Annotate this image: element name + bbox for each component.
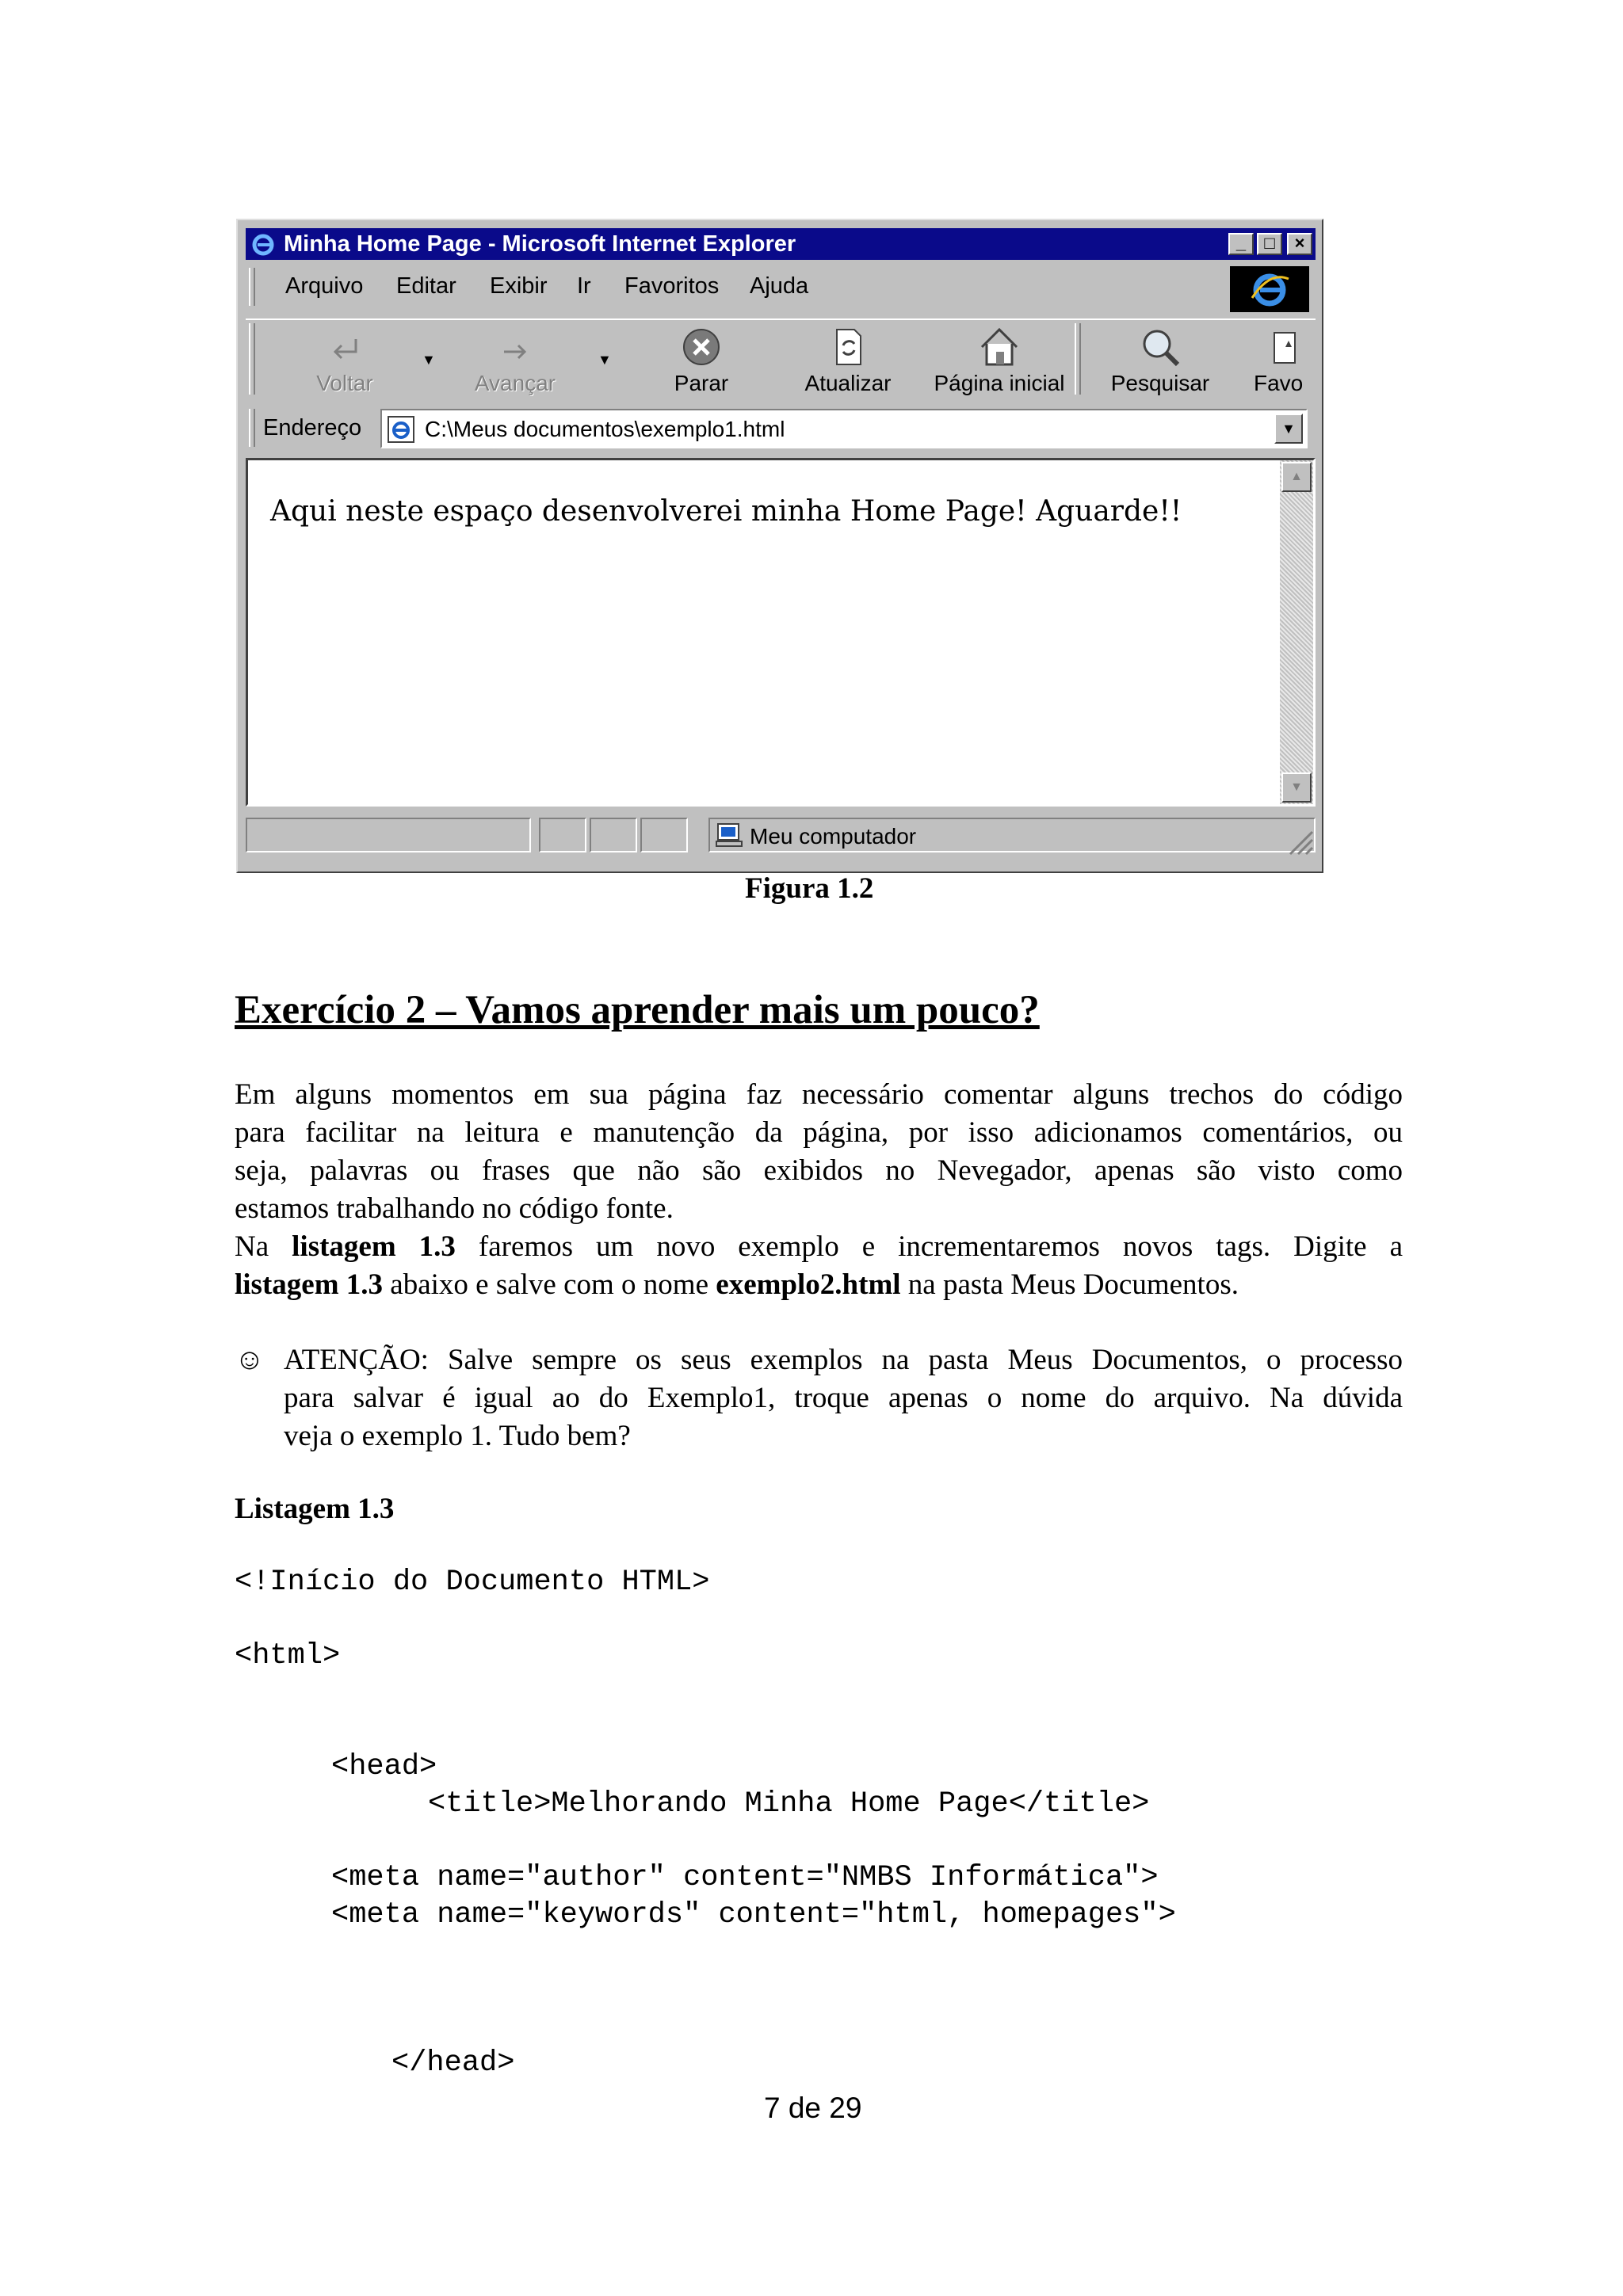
standard-toolbar xyxy=(246,318,1316,399)
status-pane-4 xyxy=(640,818,688,852)
paragraph-1-line: Em alguns momentos em sua página faz necessário comentar alguns trechos do código xyxy=(235,1078,1403,1111)
menu-editar[interactable]: Editar xyxy=(396,273,456,299)
paragraph-1-line: estamos trabalhando no código fonte. xyxy=(235,1192,674,1225)
bold-text: listagem 1.3 xyxy=(235,1268,384,1301)
page-text: Aqui neste espaço desenvolverei minha Home Page! Aguarde!! xyxy=(270,495,1182,528)
status-zone-text: Meu computador xyxy=(750,824,917,849)
menu-bar xyxy=(246,263,1316,311)
paragraph-2-line-1 xyxy=(235,1228,1403,1266)
menu-ajuda[interactable]: Ajuda xyxy=(750,273,809,299)
browser-window xyxy=(236,219,1323,873)
forward-button[interactable] xyxy=(460,325,571,396)
code-line: <meta name="author" content="NMBS Informática"> xyxy=(331,1861,1159,1894)
close-button[interactable]: × xyxy=(1287,233,1312,255)
forward-label: Avançar xyxy=(474,371,556,395)
address-grip[interactable] xyxy=(249,409,255,447)
refresh-icon xyxy=(826,325,870,369)
computer-icon xyxy=(715,821,743,849)
code-line: <html> xyxy=(235,1639,341,1672)
favorites-button[interactable] xyxy=(1249,325,1316,396)
address-input[interactable] xyxy=(380,409,1308,448)
resize-grip-icon[interactable] xyxy=(1285,827,1314,856)
back-label: Voltar xyxy=(316,371,373,395)
title-bar xyxy=(246,228,1316,260)
home-button[interactable] xyxy=(924,325,1075,396)
paragraph-2 xyxy=(235,1228,1403,1304)
note-line: veja o exemplo 1. Tudo bem? xyxy=(284,1420,631,1452)
bold-text: listagem 1.3 xyxy=(292,1230,456,1263)
text: abaixo e salve com o nome xyxy=(383,1268,716,1301)
window-title: Minha Home Page - Microsoft Internet Explorer xyxy=(284,231,796,257)
listing-label: Listagem 1.3 xyxy=(235,1493,395,1525)
forward-dropdown-icon[interactable]: ▼ xyxy=(598,352,612,368)
address-label: Endereço xyxy=(263,415,362,441)
code-line: <title>Melhorando Minha Home Page</title> xyxy=(428,1787,1150,1821)
status-bar xyxy=(246,813,1316,859)
ie-logo-icon xyxy=(250,231,276,257)
paragraph-1-line: para facilitar na leitura e manutenção da página, por isso adicionamos comentários, ou xyxy=(235,1116,1403,1149)
bold-text: exemplo2.html xyxy=(716,1268,901,1301)
page-number: 7 de 29 xyxy=(764,2092,862,2124)
code-line: </head> xyxy=(391,2046,515,2080)
maximize-button[interactable]: □ xyxy=(1257,233,1282,255)
minimize-button[interactable]: _ xyxy=(1228,233,1254,255)
status-pane-main xyxy=(246,818,531,852)
text: faremos um novo exemplo e incrementaremos novos tags. Digite a xyxy=(455,1230,1403,1263)
note-line: ATENÇÃO: Salve sempre os seus exemplos na pasta Meus Documentos, o processo xyxy=(284,1344,1403,1376)
search-button[interactable] xyxy=(1097,325,1224,396)
stop-label: Parar xyxy=(674,371,729,395)
back-arrow-icon xyxy=(323,325,367,369)
paragraph-2-line-2 xyxy=(235,1266,1403,1304)
status-pane-3 xyxy=(590,818,637,852)
back-button[interactable] xyxy=(301,325,388,396)
home-icon xyxy=(977,325,1022,369)
attention-note-body xyxy=(284,1341,1403,1455)
menu-exibir[interactable]: Exibir xyxy=(490,273,548,299)
code-line: <meta name="keywords" content="html, homepages"> xyxy=(331,1898,1176,1932)
search-label: Pesquisar xyxy=(1110,371,1210,395)
stop-icon xyxy=(679,325,724,369)
forward-arrow-icon xyxy=(493,325,537,369)
refresh-label: Atualizar xyxy=(804,371,892,395)
back-dropdown-icon[interactable]: ▼ xyxy=(422,352,436,368)
address-bar xyxy=(246,404,1316,452)
page-icon xyxy=(387,415,415,444)
scroll-up-button[interactable]: ▲ xyxy=(1281,462,1312,492)
status-pane-2 xyxy=(539,818,586,852)
toolbar-grip[interactable] xyxy=(249,323,255,395)
menu-arquivo[interactable]: Arquivo xyxy=(285,273,364,299)
stop-button[interactable] xyxy=(658,325,745,396)
favorites-label: Favo xyxy=(1254,371,1304,395)
refresh-button[interactable] xyxy=(792,325,903,396)
address-dropdown-button[interactable]: ▼ xyxy=(1274,414,1303,444)
menu-ir[interactable]: Ir xyxy=(577,273,591,299)
text: na pasta Meus Documentos. xyxy=(900,1268,1239,1301)
ie-e-icon xyxy=(1230,266,1309,312)
paragraph-1-line: seja, palavras ou frases que não são exibidos no Nevegador, apenas são visto como xyxy=(235,1154,1403,1187)
paragraph-1 xyxy=(235,1076,1403,1228)
search-icon xyxy=(1138,325,1182,369)
code-line: <head> xyxy=(331,1750,437,1783)
smiley-icon: ☺ xyxy=(235,1344,265,1376)
toolbar-separator xyxy=(1075,323,1081,395)
figure-caption: Figura 1.2 xyxy=(745,872,874,905)
address-value: C:\Meus documentos\exemplo1.html xyxy=(425,417,785,441)
home-label: Página inicial xyxy=(934,371,1065,395)
menu-favoritos[interactable]: Favoritos xyxy=(624,273,720,299)
ie-throbber xyxy=(1230,266,1309,312)
menu-grip[interactable] xyxy=(249,268,255,306)
code-line: <!Início do Documento HTML> xyxy=(235,1566,710,1599)
vertical-scrollbar[interactable] xyxy=(1280,460,1313,804)
section-heading: Exercício 2 – Vamos aprender mais um pouco? xyxy=(235,988,1040,1032)
note-line: para salvar é igual ao do Exemplo1, troque apenas o nome do arquivo. Na dúvida xyxy=(284,1382,1403,1414)
scroll-down-button[interactable]: ▼ xyxy=(1281,772,1312,803)
text: Na xyxy=(235,1230,292,1263)
favorites-icon xyxy=(1263,325,1308,369)
page-content xyxy=(246,458,1316,807)
